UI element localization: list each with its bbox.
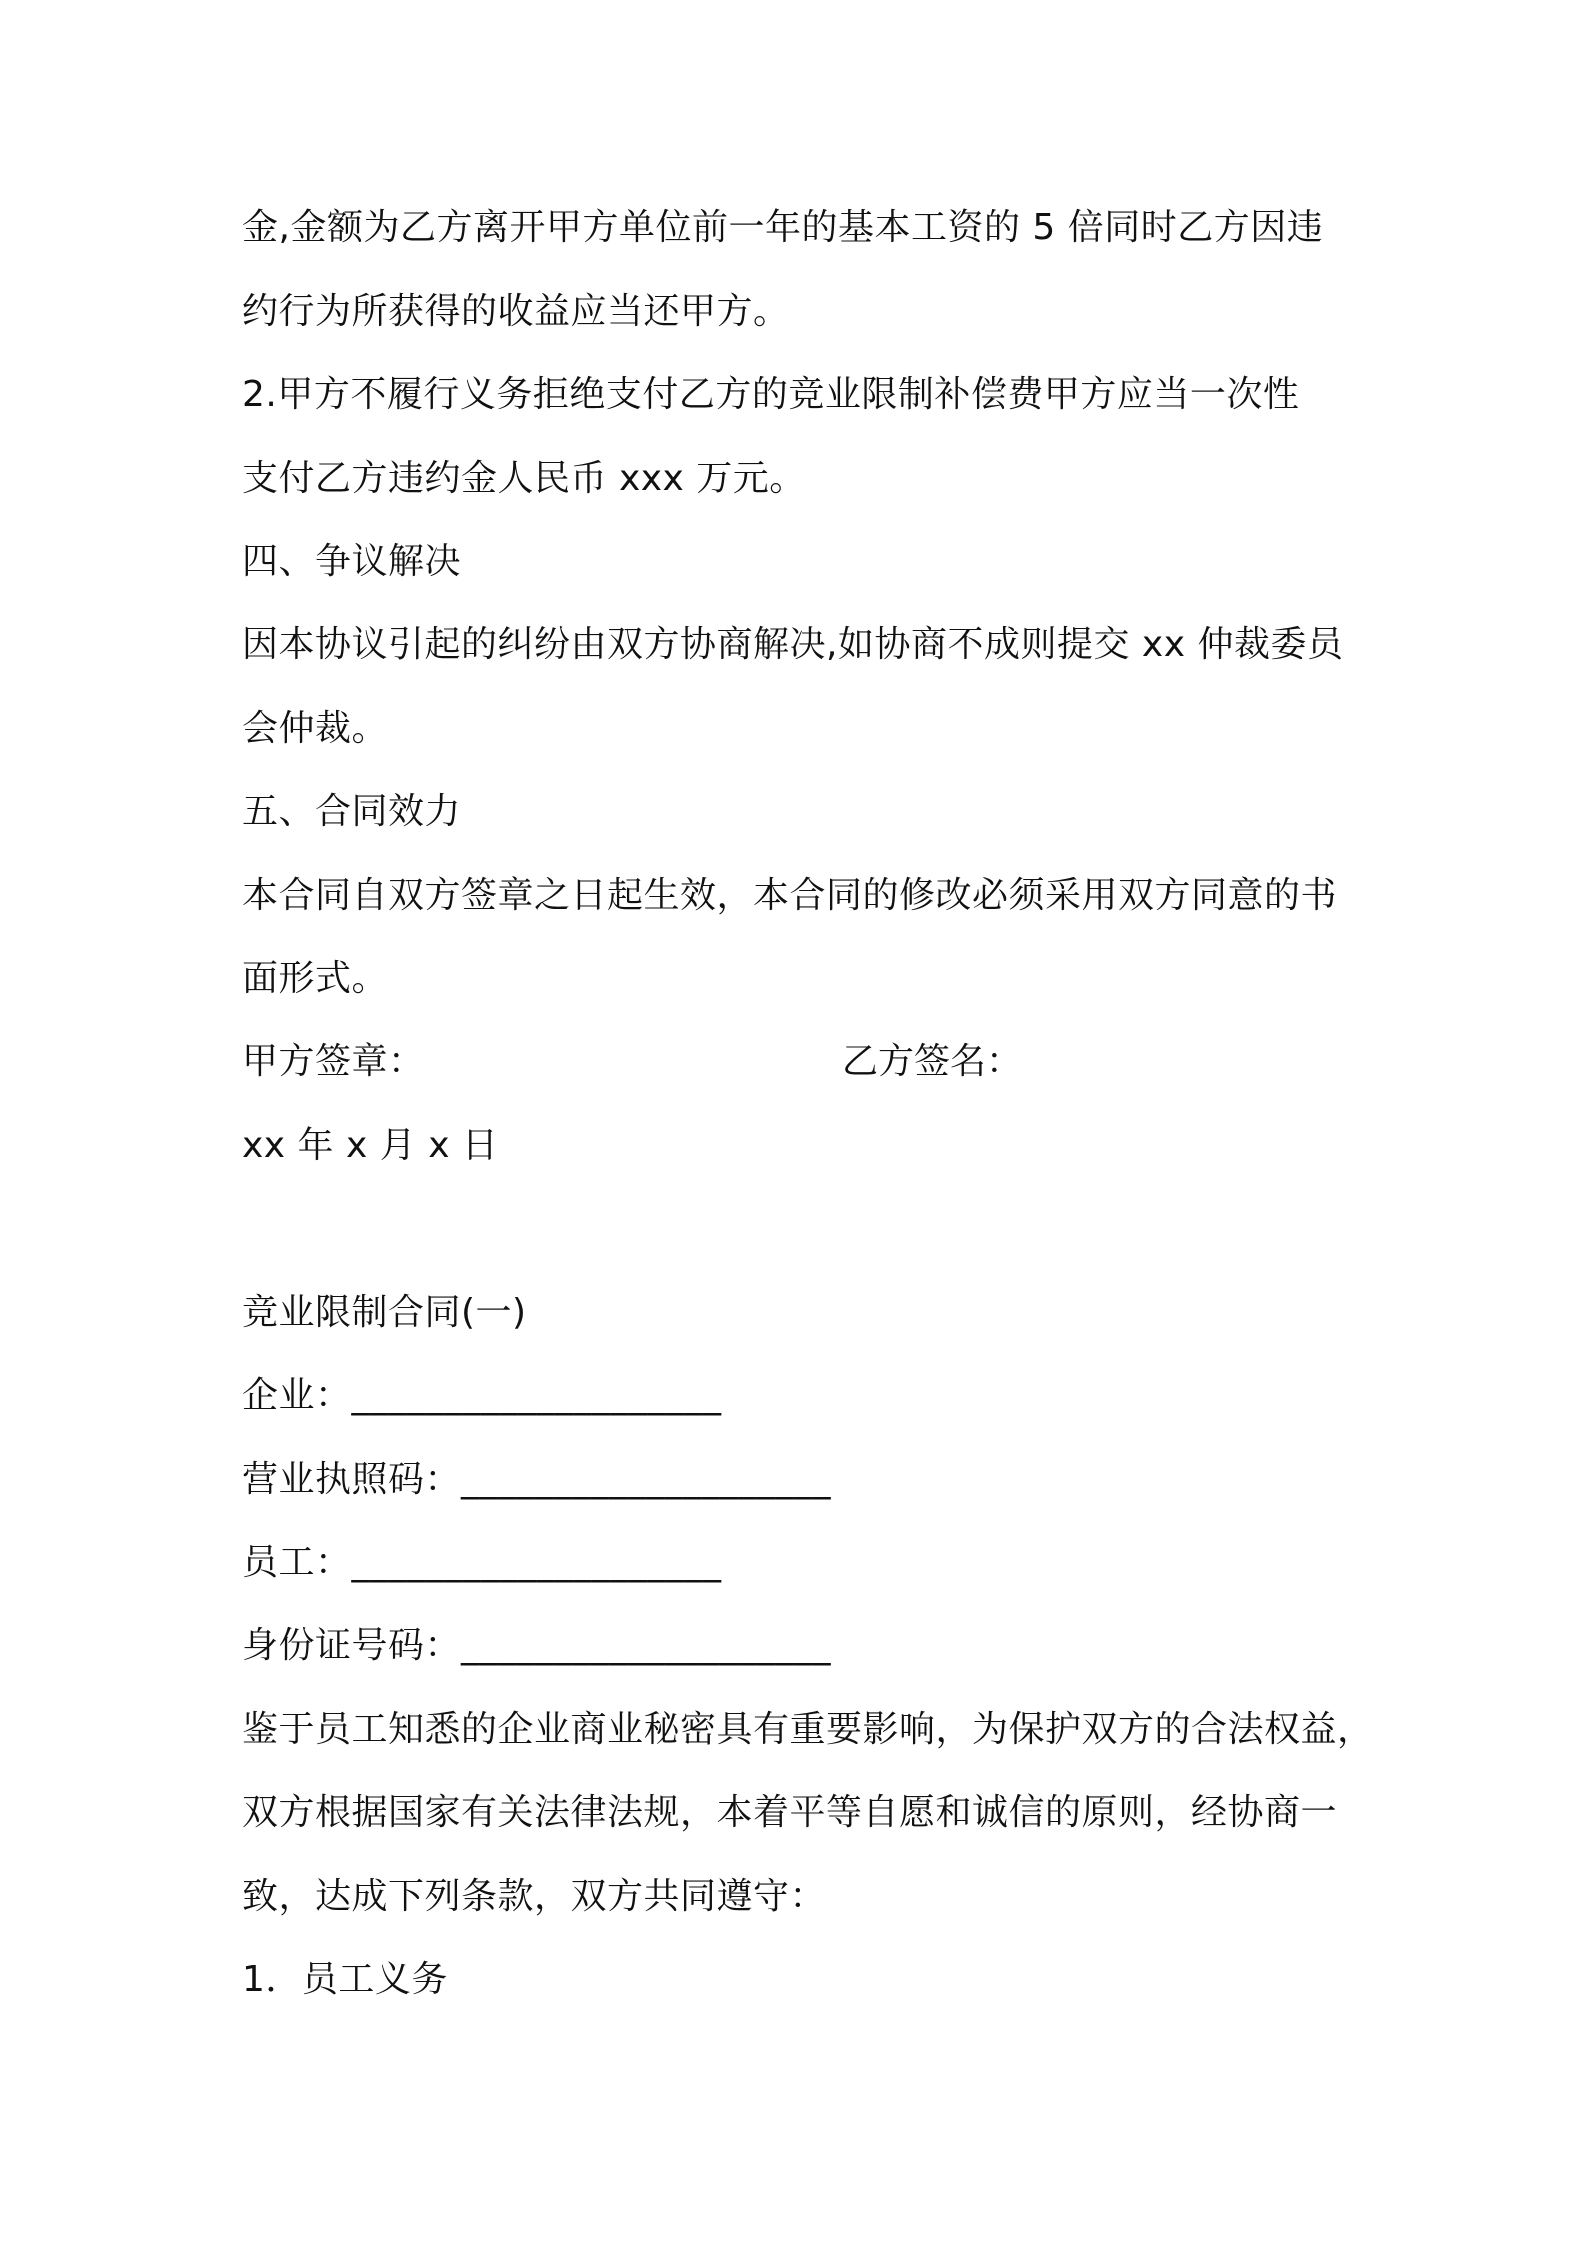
id-number-field: 身份证号码：____________________: [242, 1625, 832, 1666]
section-4-line-2: 会仲裁。: [242, 708, 389, 749]
breach-clause-line-1: 金,金额为乙方离开甲方单位前一年的基本工资的 5 倍同时乙方因违: [242, 207, 1324, 248]
section-4-heading: 四、争议解决: [242, 541, 462, 582]
employee-field: 员工：____________________: [242, 1542, 722, 1583]
breach-item-2-line-1: 2.甲方不履行义务拒绝支付乙方的竞业限制补偿费甲方应当一次性: [242, 374, 1300, 415]
enterprise-field: 企业：____________________: [242, 1375, 722, 1416]
preamble-line-2: 双方根据国家有关法律法规，本着平等自愿和诚信的原则，经协商一: [242, 1792, 1338, 1833]
preamble-line-3: 致，达成下列条款，双方共同遵守：: [242, 1876, 827, 1917]
employee-obligations-heading: 1．员工义务: [242, 1959, 448, 2000]
breach-item-2-line-2: 支付乙方违约金人民币 xxx 万元。: [242, 458, 806, 499]
party-a-signature-label: 甲方签章：: [242, 1041, 425, 1082]
section-5-heading: 五、合同效力: [242, 791, 462, 832]
contract-title: 竞业限制合同(一): [242, 1292, 527, 1333]
section-5-line-2: 面形式。: [242, 958, 389, 999]
section-4-line-1: 因本协议引起的纠纷由双方协商解决,如协商不成则提交 xx 仲裁委员: [242, 624, 1344, 665]
party-b-signature-label: 乙方签名：: [842, 1041, 1023, 1082]
preamble-line-1: 鉴于员工知悉的企业商业秘密具有重要影响，为保护双方的合法权益，: [242, 1709, 1374, 1750]
signature-date: xx 年 x 月 x 日: [242, 1125, 499, 1166]
business-license-field: 营业执照码：____________________: [242, 1459, 832, 1500]
section-5-line-1: 本合同自双方签章之日起生效，本合同的修改必须采用双方同意的书: [242, 875, 1338, 916]
breach-clause-line-2: 约行为所获得的收益应当还甲方。: [242, 291, 790, 332]
